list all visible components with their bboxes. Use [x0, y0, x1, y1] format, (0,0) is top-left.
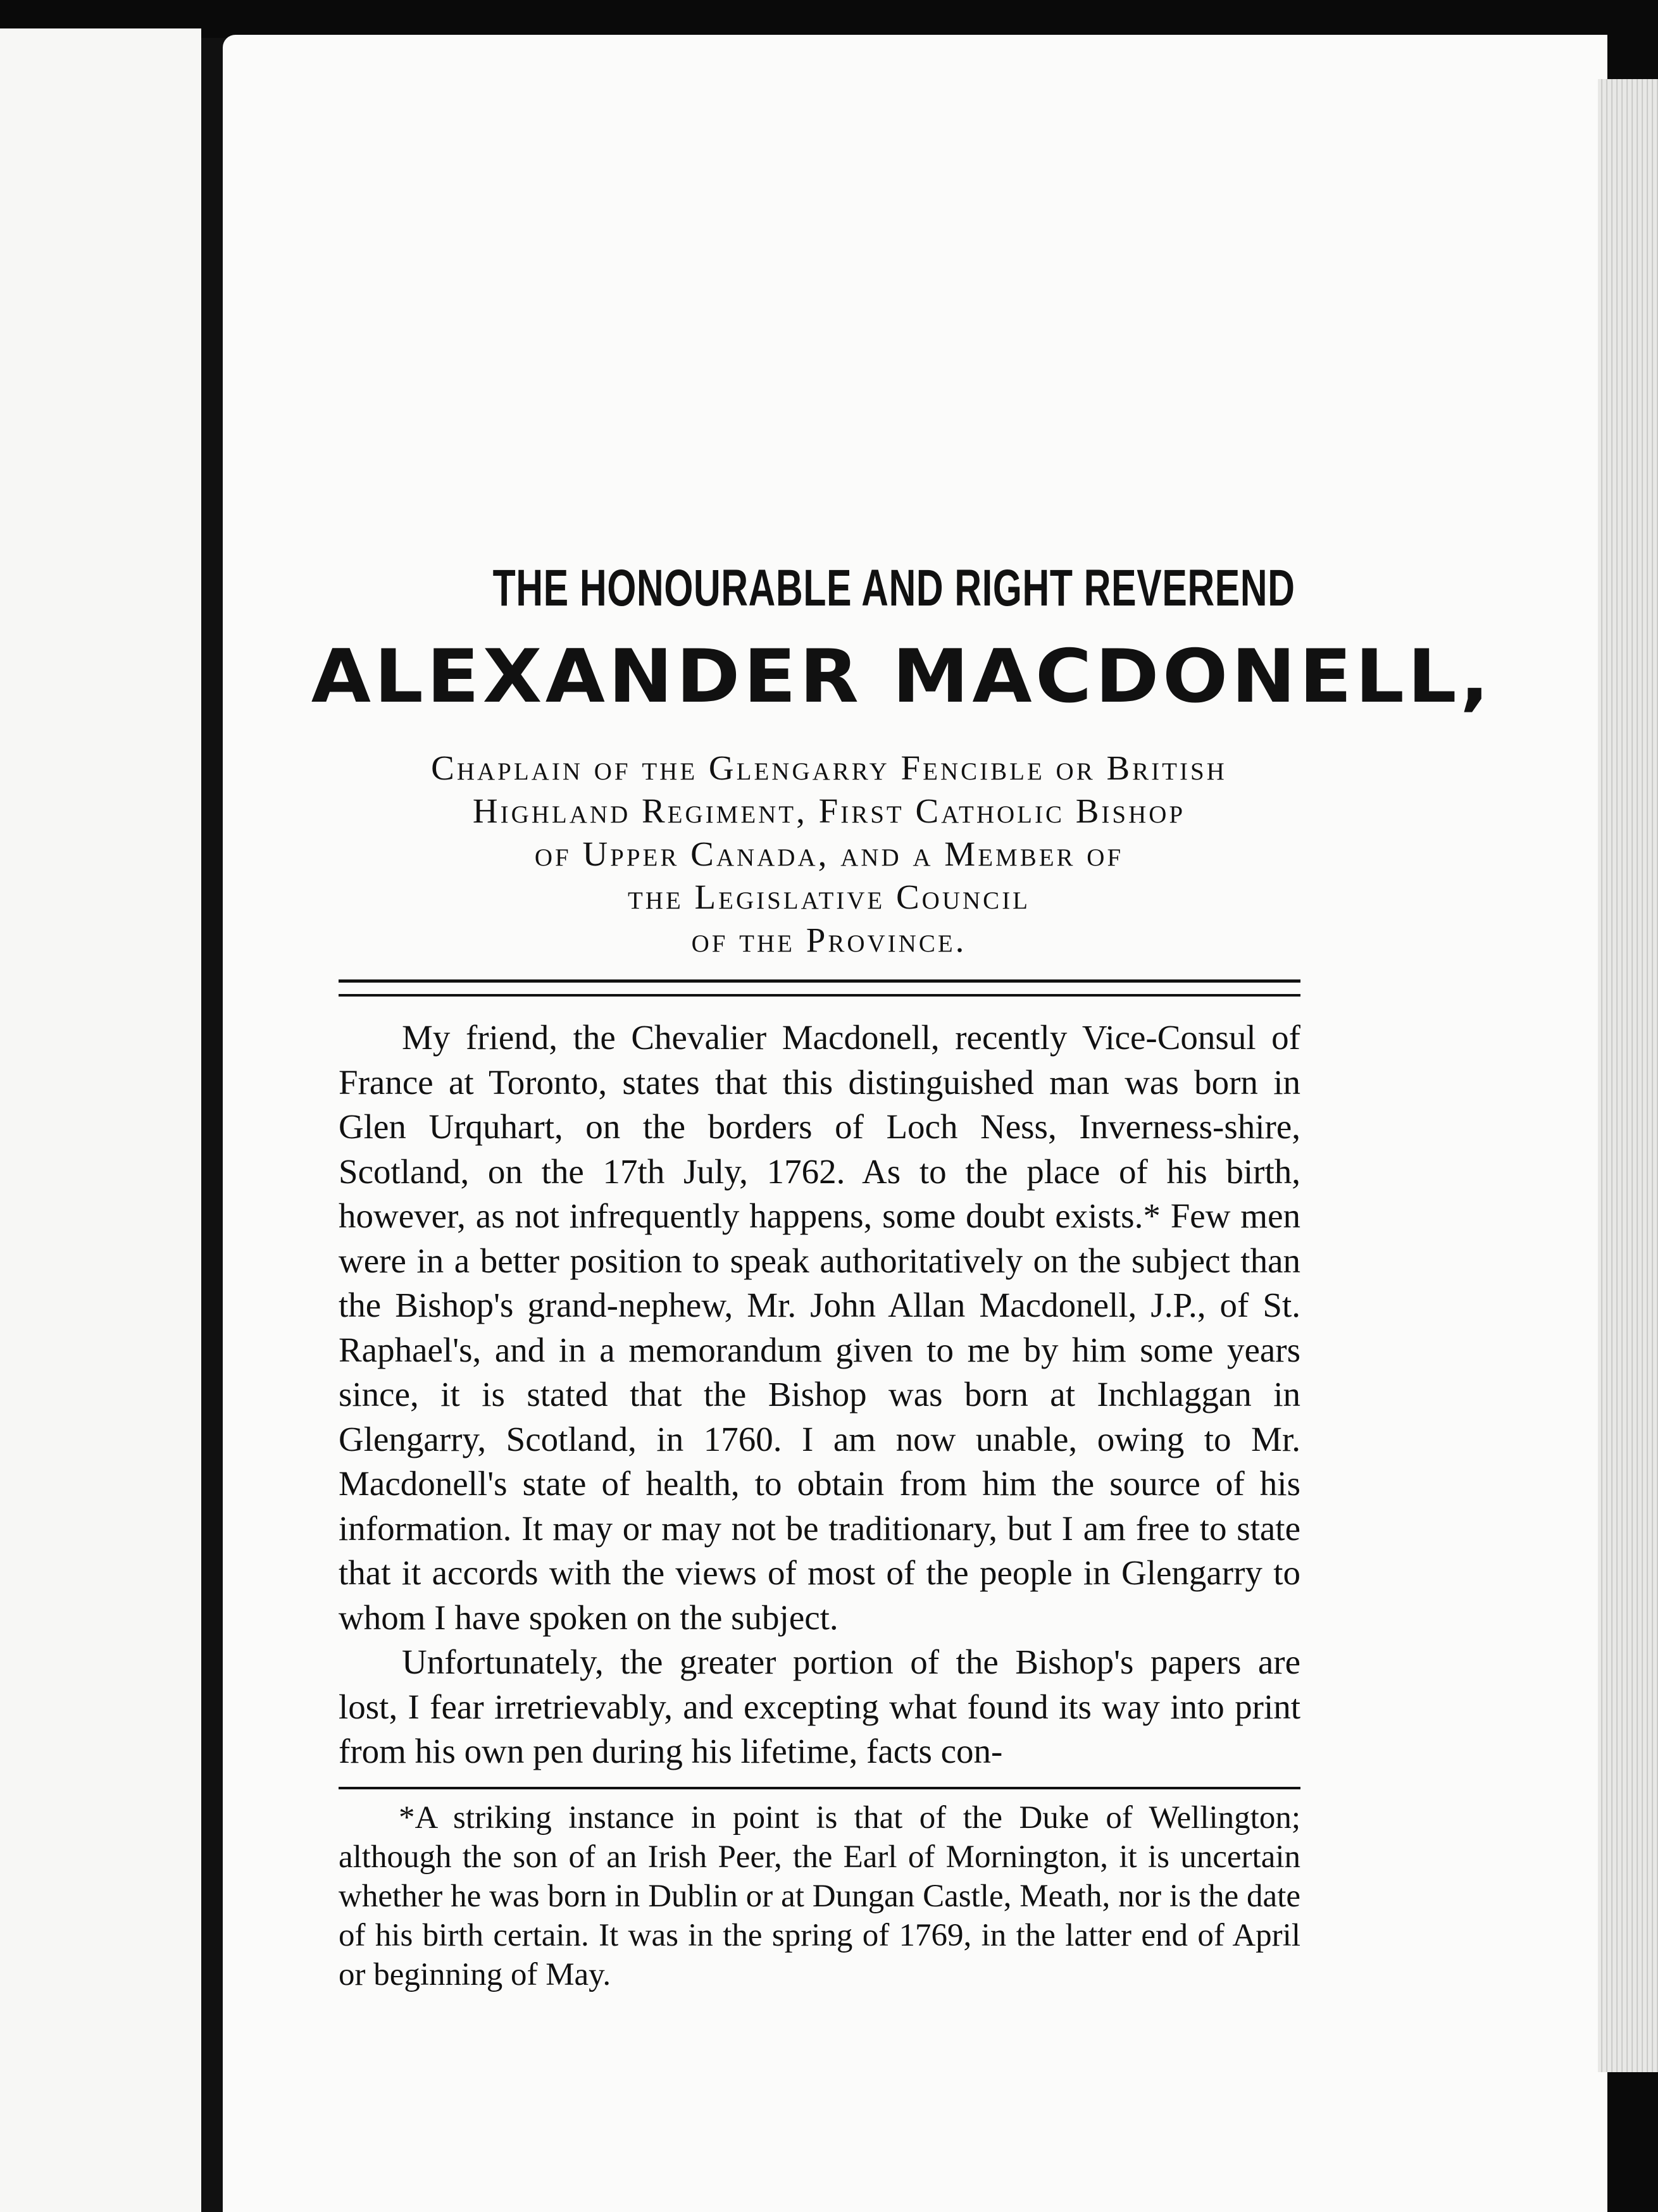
- subtitle-line: Chaplain of the Glengarry Fencible or British: [431, 749, 1227, 787]
- footnote-text: *A striking instance in point is that of the Duke of Wellington; although the son of an Irish Peer, the Earl of Mornington, it is uncertain whether he was born in Dublin or at Dungan Castle, Meath, nor is the date of his birth certain. It was in the spring of 1769, in the latter end of April or beginning of May.: [339, 1799, 1300, 1992]
- footnote-rule: [339, 1787, 1300, 1789]
- subtitle-line: the Legislative Council: [627, 878, 1031, 916]
- body-text: [339, 1016, 1300, 1774]
- body-paragraph: Unfortunately, the greater portion of the Bishop's papers are lost, I fear irretrievably, and excepting what found its way into print from his own pen during his lifetime, facts con-: [339, 1643, 1300, 1770]
- body-paragraph: My friend, the Chevalier Macdonell, recently Vice-Consul of France at Toronto, states that this distinguished man was born in Glen Urquhart, on the borders of Loch Ness, Inverness-shire, Scotland, on the 17th July, 1762. As to the place of his birth, however, as not infrequently happens, some doubt exists.* Few men were in a better position to speak authoritatively on the subject than the Bishop's grand-nephew, Mr. John Allan Macdonell, J.P., of St. Raphael's, and in a memorandum given to me by him some years since, it is stated that the Bishop was born at Inchlaggan in Glengarry, Scotland, in 1760. I am now unable, owing to Mr. Macdonell's state of health, to obtain from him the source of his information. It may or may not be traditionary, but I am free to state that it accords with the views of most of the people in Glengarry to whom I have spoken on the subject.: [339, 1018, 1300, 1637]
- page-edges: [1598, 79, 1658, 2072]
- heading-title-line: THE HONOURABLE AND RIGHT REVEREND: [492, 559, 1295, 617]
- subtitle-line: Highland Regiment, First Catholic Bishop: [472, 792, 1186, 830]
- subtitle-line: of the Province.: [691, 921, 967, 959]
- subtitle: [354, 747, 1304, 962]
- subtitle-line: of Upper Canada, and a Member of: [534, 835, 1124, 873]
- double-rule: [339, 979, 1300, 997]
- footnote: [339, 1798, 1300, 1994]
- heading-name: ALEXANDER MACDONELL,: [311, 634, 1493, 719]
- left-page: [0, 28, 201, 2212]
- page-content: [311, 557, 1493, 1994]
